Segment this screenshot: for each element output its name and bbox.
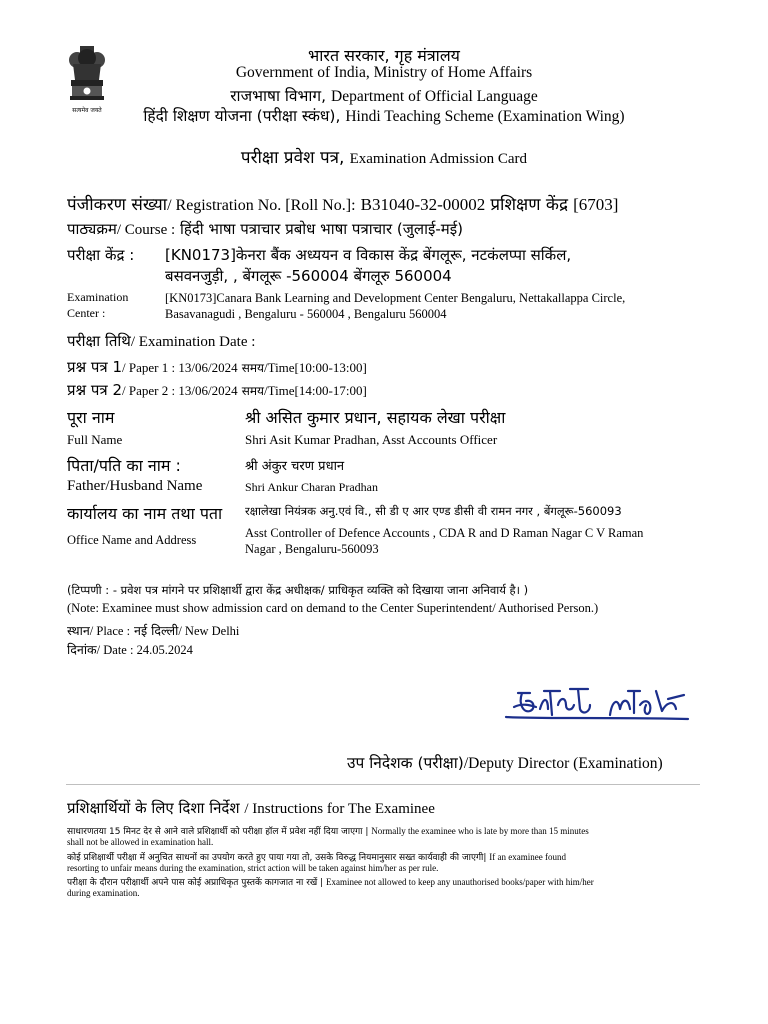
course-value: हिंदी भाषा पत्राचार प्रबोध भाषा पत्राचार (जुलाई-मई) [179, 220, 463, 238]
registration-label-english: / Registration No. [Roll No.]: [167, 197, 356, 214]
instructions-title [67, 798, 435, 818]
instruction-1-english: Normally the examinee who is late by more than 15 minutes [371, 826, 589, 836]
paper-2-time: /Time[14:00-17:00] [263, 383, 367, 398]
office-label-english: Office Name and Address [67, 533, 197, 547]
registration-row [67, 192, 618, 215]
paper-1-date: / Paper 1 : 13/06/2024 [122, 360, 238, 375]
instructions-title-english: / Instructions for The Examinee [244, 801, 435, 817]
instruction-1-hindi: साधारणतया 15 मिनट देर से आने वाले प्रशिक्षार्थी को परीक्षा हॉल में प्रवेश नहीं दिया जाएगा | [67, 827, 369, 837]
card-title-english: Examination Admission Card [349, 151, 528, 167]
instruction-2-hindi: कोई प्रशिक्षार्थी परीक्षा में अनुचित साधनों का उपयोग करते हुए पाया गया तो, उसके विरुद्ध नियमानुसार सख्त कार्यवाही की जाएगी| [67, 853, 487, 863]
instruction-item [67, 875, 594, 888]
scheme-hindi: हिंदी शिक्षण योजना (परीक्षा स्कंध), [143, 107, 341, 125]
training-center-code: [6703] [573, 195, 619, 214]
deputy-director [347, 751, 663, 773]
paper-1-time: /Time[10:00-13:00] [263, 360, 367, 375]
full-name-value-english: Shri Asit Kumar Pradhan, Asst Accounts Officer [245, 432, 498, 447]
father-name-value-hindi: श्री अंकुर चरण प्रधान [245, 459, 345, 474]
instruction-2-english: If an examinee found [489, 852, 566, 862]
exam-center-value-english-line1: [KN0173]Canara Bank Learning and Development Center Bengaluru, Nettakallappa Circle, [165, 291, 626, 305]
training-center-label: प्रशिक्षण केंद्र [490, 195, 568, 215]
ministry-english: Government of India, Ministry of Home Affairs [235, 64, 533, 81]
date-label-english: / Date : 24.05.2024 [96, 643, 193, 657]
father-name-label-hindi: पिता/पति का नाम : [67, 456, 181, 475]
paper-2-label: प्रश्न पत्र 2 [67, 381, 123, 399]
date-row [67, 641, 193, 658]
place-value-hindi: नई दिल्ली [134, 623, 179, 638]
deputy-director-english: /Deputy Director (Examination) [463, 755, 663, 772]
exam-center-value-hindi-line1: [KN0173]केनरा बैंक अध्ययन व विकास केंद्र बेंगलूरू, नटकंलप्पा सर्किल, [165, 246, 572, 264]
department-line [0, 84, 768, 106]
note-english: (Note: Examinee must show admission card on demand to the Center Superintendent/ Authorised Person.) [67, 601, 599, 615]
registration-label-hindi: पंजीकरण संख्या [67, 195, 168, 215]
paper-2-row [67, 380, 367, 400]
scheme-english: Hindi Teaching Scheme (Examination Wing) [345, 108, 625, 125]
full-name-label-hindi: पूरा नाम [67, 408, 115, 427]
instructions-title-hindi: प्रशिक्षार्थियों के लिए दिशा निर्देश [67, 799, 240, 817]
paper-2-time-label: समय [241, 384, 264, 398]
card-title [0, 145, 768, 168]
place-row [67, 622, 239, 639]
office-label-hindi: कार्यालय का नाम तथा पता [67, 504, 223, 523]
course-label-hindi: पाठ्यक्रम [67, 220, 117, 238]
instruction-3-hindi: परीक्षा के दौरान परीक्षार्थी अपने पास कोई अप्राधिकृत पुस्तकें कागजात ना रखें | [67, 878, 324, 888]
exam-center-value-hindi-line2: बसवनजुड़ी, , बेंगलूरू -560004 बेंगलूरु 560004 [165, 267, 452, 285]
instruction-2-english-cont: resorting to unfair means during the examination, strict action will be taken against him/her as per rule. [67, 863, 439, 873]
full-name-label-english: Full Name [67, 432, 123, 447]
course-label-english: / Course : [116, 222, 176, 238]
exam-date-heading [67, 331, 255, 351]
course-row [67, 219, 463, 239]
paper-1-row [67, 357, 367, 377]
exam-center-label-hindi: परीक्षा केंद्र : [67, 246, 135, 264]
instruction-item [67, 850, 566, 863]
place-label-hindi: स्थान [67, 623, 90, 638]
father-name-label-english: Father/Husband Name [67, 478, 203, 494]
note-hindi: (टिप्पणी : - प्रवेश पत्र मांगने पर प्रशिक्षार्थी द्वारा केंद्र अधीक्षक/ प्राधिकृत व्यक्ति को दिखाया जाना अनिवार्य है। ) [67, 583, 529, 597]
paper-2-date: / Paper 2 : 13/06/2024 [122, 383, 238, 398]
paper-1-time-label: समय [241, 361, 264, 375]
deputy-director-hindi: उप निदेशक (परीक्षा) [347, 754, 464, 772]
emblem-caption: सत्यमेव जयते [72, 107, 102, 114]
paper-1-label: प्रश्न पत्र 1 [67, 358, 123, 376]
instruction-3-english: Examinee not allowed to keep any unauthorised books/paper with him/her [326, 877, 594, 887]
full-name-value-hindi: श्री असित कुमार प्रधान, सहायक लेखा परीक्षा [245, 408, 506, 427]
exam-date-label-hindi: परीक्षा तिथि [67, 332, 131, 350]
department-hindi: राजभाषा विभाग, [230, 87, 327, 105]
registration-number: B31040-32-00002 [360, 195, 486, 214]
exam-date-label-english: / Examination Date : [130, 334, 256, 350]
exam-center-value-english-line2: Basavanagudi , Bengaluru - 560004 , Bengaluru 560004 [165, 307, 447, 321]
instruction-3-english-cont: during examination. [67, 888, 140, 898]
scheme-line [0, 104, 768, 126]
office-value-english-line1: Asst Controller of Defence Accounts , CDA R and D Raman Nagar C V Raman [245, 526, 644, 540]
exam-center-label-english-line2: Center : [67, 306, 106, 320]
department-english: Department of Official Language [331, 88, 538, 105]
place-label-english: / Place : [89, 624, 131, 638]
signature-image [500, 675, 700, 735]
divider [66, 784, 700, 785]
ministry-hindi: भारत सरकार, गृह मंत्रालय [308, 46, 460, 65]
instruction-item [67, 824, 589, 837]
office-value-hindi: रक्षालेखा नियंत्रक अनु.एवं वि., सी डी ए आर एण्ड डीसी वी रामन नगर , बेंगलूरू-560093 [245, 504, 622, 518]
office-value-english-line2: Nagar , Bengaluru-560093 [245, 542, 379, 556]
place-value-english: / New Delhi [178, 624, 240, 638]
instruction-1-english-cont: shall not be allowed in examination hall. [67, 837, 214, 847]
exam-center-label-english-line1: Examination [67, 290, 129, 304]
card-title-hindi: परीक्षा प्रवेश पत्र, [240, 148, 345, 168]
father-name-value-english: Shri Ankur Charan Pradhan [245, 480, 378, 494]
date-label-hindi: दिनांक [67, 642, 97, 657]
